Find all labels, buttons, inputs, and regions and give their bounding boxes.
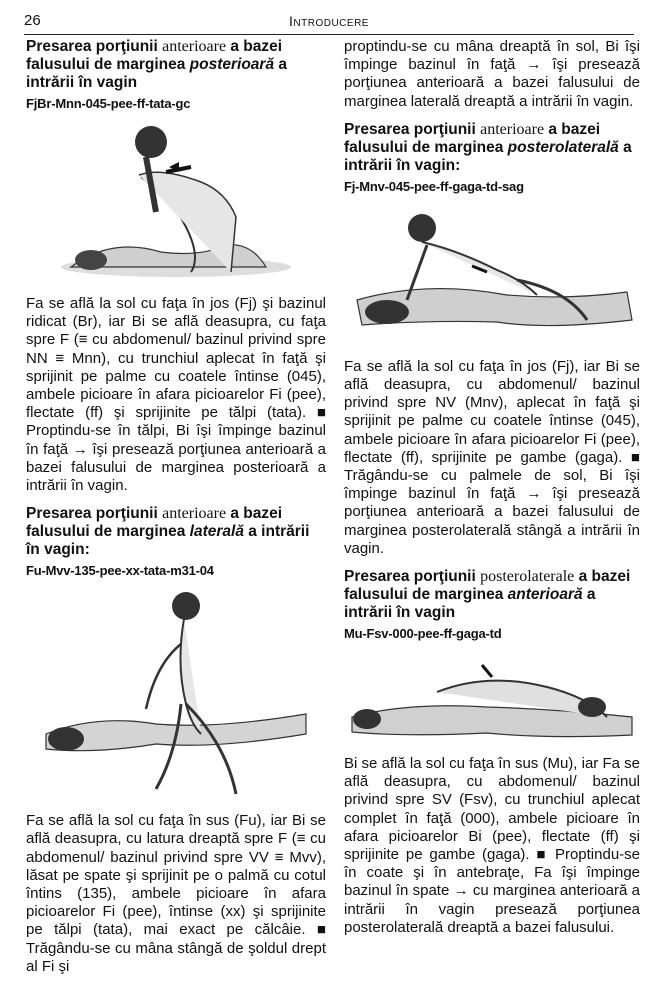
page-header xyxy=(24,12,634,35)
section-text: Fa se află la sol cu faţa în jos (Fj) şi bazinul ridicat (Br), iar Bi se află deasupra, cu faţa spre F (≡ cu abdomenul/ bazinul privind spre NN ≡ Mnn), cu trunchiul aplecat în faţă şi sprijinit pe palme cu coatele întinse (045), ambele picioare în afara picioarelor Fi (pee), flectate (ff) şi sprijinite pe tălpi (tata). ■ Proptindu-se în tălpi, Bi îşi împinge bazinul în faţă → îşi presează porţiunea anterioară a bazei falusului de marginea posterioară a intrării în vagin. xyxy=(26,295,326,495)
illustration-figure xyxy=(51,117,301,287)
right-column xyxy=(344,38,640,947)
position-code: Mu-Fsv-000-pee-ff-gaga-td xyxy=(344,626,502,642)
position-code: Fj-Mnv-045-pee-ff-gaga-td-sag xyxy=(344,178,524,194)
illustration-figure xyxy=(347,200,637,350)
running-title: Introducere xyxy=(289,13,369,29)
left-column xyxy=(26,38,326,986)
continued-text: proptindu-se cu mâna dreaptă în sol, Bi îşi împinge bazinul în faţă → îşi presează porţiunea anterioară a bazei falusului de marginea laterală dreaptă a intrării în vagin. xyxy=(344,38,640,110)
section-text: Fa se află la sol cu faţa în jos (Fj), iar Bi se află deasupra, cu abdomenul/ bazinul privind spre NV (Mnv), aplecat în faţă şi sprijinit pe palme cu coatele întinse (045), ambele picioare în afara picioarelor Fi (pee), flectate (ff), sprijinite pe gambe (gaga). ■ Trăgându-se cu palmele de sol, Bi îşi împinge bazinul în faţă → îşi presează porţiunea anterioară a bazei falusului de marginea posterolaterală stângă a intrării în vagin. xyxy=(344,357,640,557)
section-text: Bi se află la sol cu faţa în sus (Mu), iar Fa se află deasupra, cu abdomenul/ bazinul privind spre SV (Fsv), cu trunchiul aplecat complet în faţă (000), ambele picioare în afara picioarelor Bi (pee), flectate (ff) şi sprijinite pe gambe (gaga). ■ Proptindu-se în coate şi în antebraţe, Fa îşi împinge bazinul în spate → cu marginea anterioară a intrării în vagin presează porţiunea posterolaterală dreaptă a bazei falusului. xyxy=(344,755,640,936)
section-heading: Presarea porţiunii posterolaterale a bazei falusului de marginea anterioară a intrării în vagin xyxy=(344,568,631,622)
section-heading: Presarea porţiunii anterioare a bazei falusului de marginea posterolaterală a intrării în vagin: xyxy=(344,120,632,174)
position-code: Fu-Mvv-135-pee-xx-tata-m31-04 xyxy=(26,563,214,579)
section-heading: Presarea porţiunii anterioare a bazei falusului de marginea posterioară a intrării în vagin xyxy=(26,38,288,91)
section-text: Fa se află la sol cu faţa în sus (Fu), iar Bi se află deasupra, cu latura dreaptă spre F (≡ cu abdomenul/ bazinul privind spre VV ≡ Mvv), lăsat pe spate şi sprijinit pe o palmă cu cotul întins (135), ambele picioare în afara picioarelor Fi (pee), întinse (xx) şi sprijinite pe tălpi (tata), mai exact pe călcâie. ■ Trăgându-se cu mâna stângă de şoldul drept al Fi şi xyxy=(26,812,326,975)
illustration-figure xyxy=(347,647,637,747)
position-code: FjBr-Mnn-045-pee-ff-tata-gc xyxy=(26,96,191,111)
section-heading: Presarea porţiunii anterioare a bazei falusului de marginea laterală a intrării în vagin: xyxy=(26,505,310,559)
page-number: 26 xyxy=(24,12,41,29)
illustration-figure xyxy=(36,584,316,804)
